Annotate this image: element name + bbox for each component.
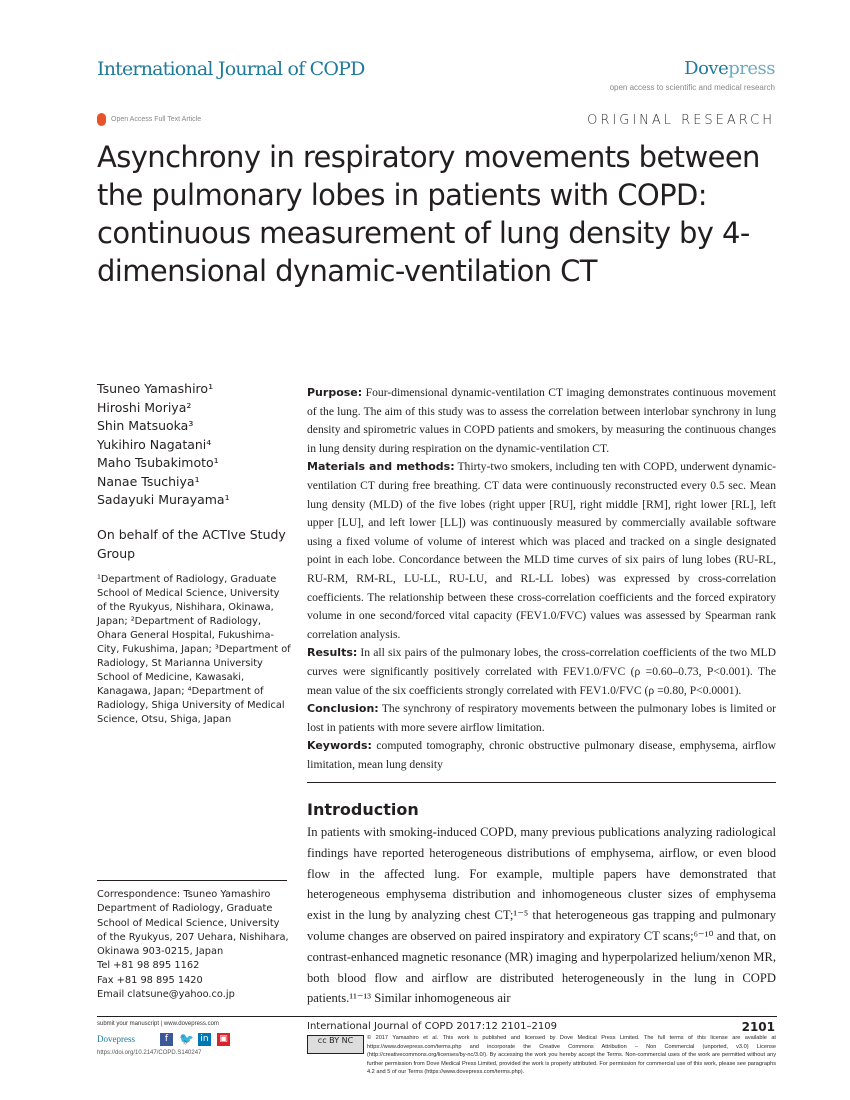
abstract [307, 384, 776, 774]
corr-line: of the Ryukyus, 207 Uehara, Nishihara, [97, 931, 289, 943]
submit-link[interactable]: submit your manuscript | www.dovepress.com [97, 1021, 219, 1027]
footer-rule [97, 1016, 777, 1017]
author: Yukihiro Nagatani⁴ [97, 436, 212, 452]
page-number: 2101 [741, 1020, 775, 1034]
doi-link[interactable]: https://doi.org/10.2147/COPD.S140247 [97, 1050, 202, 1056]
social-links [160, 1033, 230, 1046]
correspondence [97, 888, 292, 1002]
conclusion-label: Conclusion: [307, 702, 379, 716]
purpose-label: Purpose: [307, 386, 363, 399]
author: Hiroshi Moriya² [97, 399, 192, 415]
divider [97, 880, 287, 881]
journal-citation: International Journal of COPD 2017:12 2101–2109 [307, 1021, 557, 1032]
corr-line: Department of Radiology, Graduate [97, 903, 273, 915]
cc-license-icon[interactable]: cc BY NC [307, 1035, 364, 1054]
keywords-text: computed tomography, chronic obstructive pulmonary disease, emphysema, airflow limitation, mean lung density [307, 739, 776, 771]
corr-email[interactable]: Email clatsune@yahoo.co.jp [97, 989, 235, 1001]
divider [307, 782, 776, 783]
open-access-text: Open Access Full Text Article [111, 116, 202, 123]
corr-line: School of Medical Science, University [97, 917, 280, 929]
dovepress-logo[interactable]: Dovepress [97, 1034, 135, 1044]
corr-line: Tel +81 98 895 1162 [97, 960, 200, 972]
affiliations: ¹Department of Radiology, Graduate School of Medical Science, University of the Ryukyus, Nishihara, Okinawa, Japan; ²Department of Radiology, Ohara General Hospital, Fukushima-City, Fukushima, Japan; ³Department of Radiology, St Marianna University School of Medicine, Kawasaki, Kanagawa, Japan; ⁴Department of Radiology, Shiga University of Medical Science, Otsu, Shiga, Japan [97, 574, 291, 725]
author-list [97, 380, 292, 510]
author: Sadayuki Murayama¹ [97, 492, 230, 507]
journal-name: International Journal of COPD [97, 58, 365, 80]
conclusion-text: The synchrony of respiratory movements between the pulmonary lobes is limited or lost in patients with more severe airflow limitation. [307, 702, 776, 734]
introduction-text: In patients with smoking-induced COPD, many previous publications analyzing radiological findings have reported heterogeneous distributions of emphysema, airflow, or even blood flow in the affected lung. For example, multiple papers have demonstrated that heterogeneous emphysema distribution and inhomogeneous cluster sizes of emphysema exist in the lung by analyzing chest CT;¹⁻⁵ that heterogeneous gas trapping and pulmonary volume changes are observed on paired inspiratory and expiratory CT scans;⁶⁻¹⁰ and that, on contrast-enhanced magnetic resonance (MR) imaging and hyperpolarized helium/xenon MR, both blood flow and airflow are distributed heterogeneously in the lung in COPD patients.¹¹⁻¹³ Similar inhomogeneous air [307, 825, 776, 1006]
author: Nanae Tsuchiya¹ [97, 473, 200, 489]
facebook-icon[interactable]: f [160, 1033, 173, 1046]
author: Maho Tsubakimoto¹ [97, 455, 219, 470]
linkedin-icon[interactable]: in [198, 1033, 211, 1046]
open-access-label [97, 113, 201, 126]
article-title: Asynchrony in respiratory movements between the pulmonary lobes in patients with COPD: continuous measurement of lung density by 4-dimensional dynamic-ventilation CT [97, 140, 760, 288]
youtube-icon[interactable]: ▣ [217, 1033, 230, 1046]
twitter-icon[interactable]: 🐦 [179, 1032, 194, 1046]
corr-line: Fax +81 98 895 1420 [97, 974, 203, 986]
corr-line: Correspondence: Tsuneo Yamashiro [97, 889, 271, 900]
results-text: In all six pairs of the pulmonary lobes, the cross-correlation coefficients of the two MLD curves were significantly positively correlated with FEV1.0/FVC (ρ =0.60–0.73, P<0.001). The mean value of the six coefficients strongly correlated with FEV1.0/FVC (ρ =0.80, P<0.0001). [307, 646, 776, 697]
keywords-label: Keywords: [307, 739, 372, 753]
methods-label: Materials and methods: [307, 460, 455, 474]
results-label: Results: [307, 646, 358, 660]
publisher-a: Dove [684, 58, 729, 79]
publisher-logo [684, 58, 775, 79]
study-group: On behalf of the ACTIve Study Group [97, 527, 286, 561]
section-heading: Introduction [307, 800, 419, 819]
license-text: © 2017 Yamashiro et al. This work is published and licensed by Dove Medical Press Limited. The full terms of this license are available at https://www.dovepress.com/terms.php and incorporate the Creative Commons Attribution – Non Commercial (unported, v3.0) License (http://creativecommons.org/licenses/by-nc/3.0/). By accessing the work you hereby accept the Terms. Non-commercial uses of the work are permitted without any further permission from Dove Medical Press Limited, provided the work is properly attributed. For permission for commercial use of this work, please see paragraphs 4.2 and 5 of our Terms (https://www.dovepress.com/terms.php). [367, 1035, 776, 1076]
corr-line: Okinawa 903-0215, Japan [97, 946, 224, 958]
article-type: ORIGINAL RESEARCH [587, 113, 775, 128]
purpose-text: Four-dimensional dynamic-ventilation CT imaging demonstrates continuous movement of the lung. The aim of this study was to assess the correlation between interlobar synchrony in lung density and spirometric values in COPD patients and smokers, by measuring the continuous changes in lung density during respiration on the dynamic-ventilation CT. [307, 386, 776, 455]
publisher-b: press [728, 58, 775, 79]
publisher-tagline: open access to scientific and medical research [609, 83, 775, 92]
methods-text: Thirty-two smokers, including ten with COPD, underwent dynamic-ventilation CT during free breathing. CT data were continuously reconstructed every 0.5 sec. Mean lung density (MLD) of the five lobes (right upper [RU], right middle [RM], right lower [RL], left upper [LU], and left lower [LL]) was continuously measured by commercially available software using a fixed volume of volume of interest which was placed and tracked on a single designated point in each lobe. Concordance between the MLD time curves of six pairs of lung lobes (RU-RL, RU-RM, RM-RL, LU-LL, RU-LU, and RL-LL lobes) was expressed by cross-correlation coefficients. The relationship between these cross-correlation coefficients and the forced expiratory volume in one second/forced vital capacity (FEV1.0/FVC) values was assessed by Spearman rank correlation analysis. [307, 460, 777, 641]
author: Tsuneo Yamashiro¹ [97, 381, 214, 396]
open-access-icon [97, 113, 106, 126]
author: Shin Matsuoka³ [97, 418, 194, 433]
